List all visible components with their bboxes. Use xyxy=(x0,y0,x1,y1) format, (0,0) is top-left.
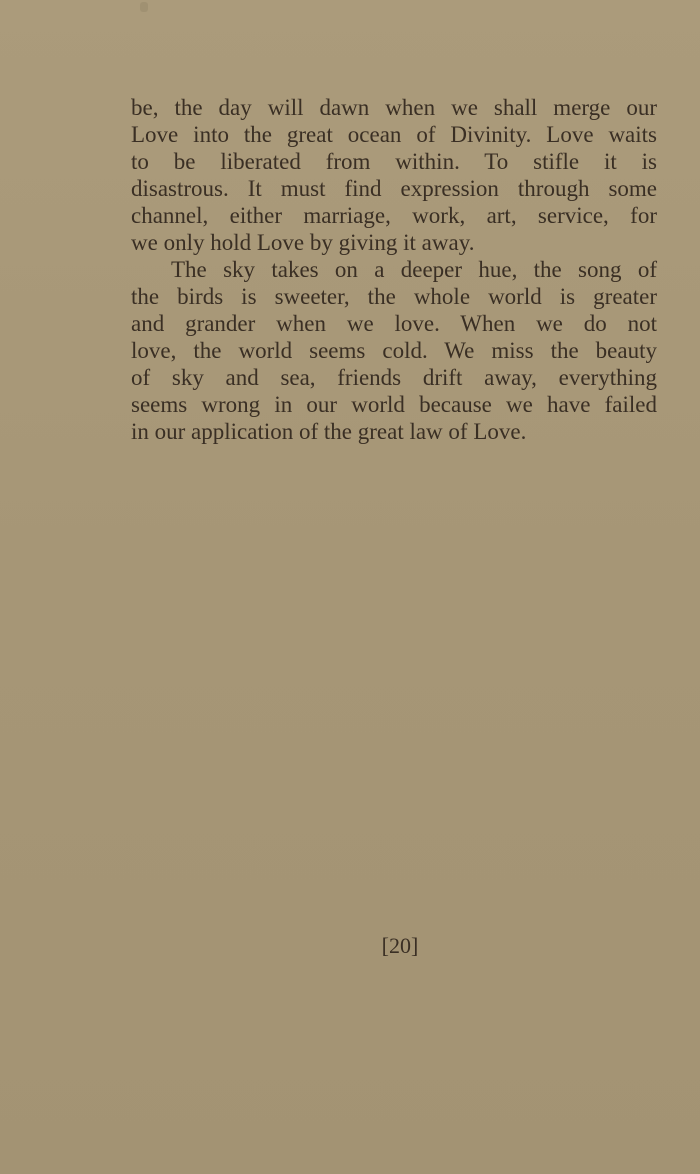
page-number: [20] xyxy=(381,933,419,958)
text-line: we only hold Love by giving it away. xyxy=(131,230,475,255)
text-line: and grander when we love. When we do not xyxy=(131,311,657,336)
paragraph xyxy=(131,94,657,256)
paragraph xyxy=(131,256,657,445)
text-line: be, the day will dawn when we shall merge our xyxy=(131,95,657,120)
text-line: the birds is sweeter, the whole world is greater xyxy=(131,284,657,309)
paper-speck xyxy=(140,2,148,12)
text-line: Love into the great ocean of Divinity. Love waits xyxy=(131,122,657,147)
body-text xyxy=(131,94,657,445)
text-line: channel, either marriage, work, art, service, for xyxy=(131,203,657,228)
text-line: love, the world seems cold. We miss the beauty xyxy=(131,338,657,363)
text-line: The sky takes on a deeper hue, the song of xyxy=(171,257,657,282)
text-line: disastrous. It must find expression through some xyxy=(131,176,657,201)
text-line: of sky and sea, friends drift away, everything xyxy=(131,365,657,390)
text-line: to be liberated from within. To stifle it is xyxy=(131,149,657,174)
text-line: in our application of the great law of Love. xyxy=(131,419,527,444)
text-line: seems wrong in our world because we have failed xyxy=(131,392,657,417)
